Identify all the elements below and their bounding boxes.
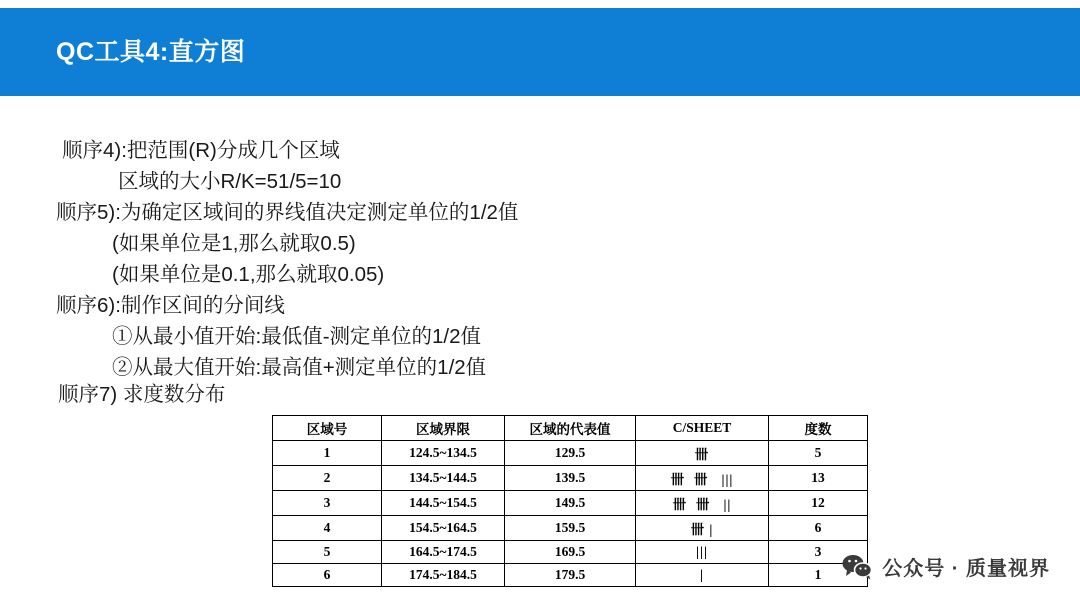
procedure-text-block [56,135,956,383]
procedure-line: (如果单位是0.1,那么就取0.05) [112,263,385,286]
cell-area-limits: 124.5~134.5 [382,441,505,466]
cell-area-limits: 144.5~154.5 [382,491,505,516]
procedure-line: 顺序5):为确定区域间的界线值决定测定单位的1/2值 [56,201,519,224]
page-title: QC工具4:直方图 [56,38,246,66]
column-header-area-limits: 区域界限 [382,416,505,441]
column-header-area-midvalue: 区域的代表值 [505,416,636,441]
column-header-check-sheet: C/SHEET [636,416,769,441]
cell-area-no: 5 [273,541,382,564]
table-row [273,466,868,491]
cell-frequency: 13 [769,466,868,491]
cell-area-no: 3 [273,491,382,516]
procedure-line: 区域的大小R/K=51/5=10 [118,170,342,193]
table-row [273,541,868,564]
column-header-frequency: 度数 [769,416,868,441]
frequency-distribution-table [272,415,868,587]
cell-tally-marks: 卌 卌 || [636,491,769,516]
wechat-icon [842,554,872,580]
cell-area-midvalue: 149.5 [505,491,636,516]
procedure-line: 顺序4):把范围(R)分成几个区域 [62,139,340,162]
cell-area-limits: 164.5~174.5 [382,541,505,564]
cell-area-midvalue: 179.5 [505,564,636,587]
cell-area-no: 4 [273,516,382,541]
cell-area-midvalue: 139.5 [505,466,636,491]
cell-area-no: 6 [273,564,382,587]
column-header-area-no: 区域号 [273,416,382,441]
table-row [273,516,868,541]
table-header-row [273,416,868,441]
cell-frequency: 6 [769,516,868,541]
cell-frequency: 12 [769,491,868,516]
cell-tally-marks: 卌 卌 ||| [636,466,769,491]
footer-strip [0,601,1080,607]
watermark [842,552,1050,581]
frequency-distribution-label: 顺序7) 求度数分布 [58,383,226,406]
cell-frequency: 1 [769,564,868,587]
cell-area-no: 2 [273,466,382,491]
procedure-line: 顺序6):制作区间的分间线 [56,294,285,317]
cell-area-midvalue: 159.5 [505,516,636,541]
cell-tally-marks: | [636,564,769,587]
procedure-line: ①从最小值开始:最低值-测定单位的1/2值 [112,325,482,348]
cell-frequency: 5 [769,441,868,466]
cell-tally-marks: 卌 [636,441,769,466]
cell-tally-marks: ||| [636,541,769,564]
cell-area-no: 1 [273,441,382,466]
table-row [273,491,868,516]
procedure-line: (如果单位是1,那么就取0.5) [112,232,356,255]
cell-area-limits: 154.5~164.5 [382,516,505,541]
table-row [273,564,868,587]
watermark-text: 公众号 · 质量视界 [882,558,1050,580]
cell-frequency: 3 [769,541,868,564]
table-row [273,441,868,466]
cell-area-limits: 134.5~144.5 [382,466,505,491]
procedure-line: ②从最大值开始:最高值+测定单位的1/2值 [112,356,487,379]
cell-area-midvalue: 129.5 [505,441,636,466]
cell-area-limits: 174.5~184.5 [382,564,505,587]
cell-area-midvalue: 169.5 [505,541,636,564]
cell-tally-marks: 卌 | [636,516,769,541]
